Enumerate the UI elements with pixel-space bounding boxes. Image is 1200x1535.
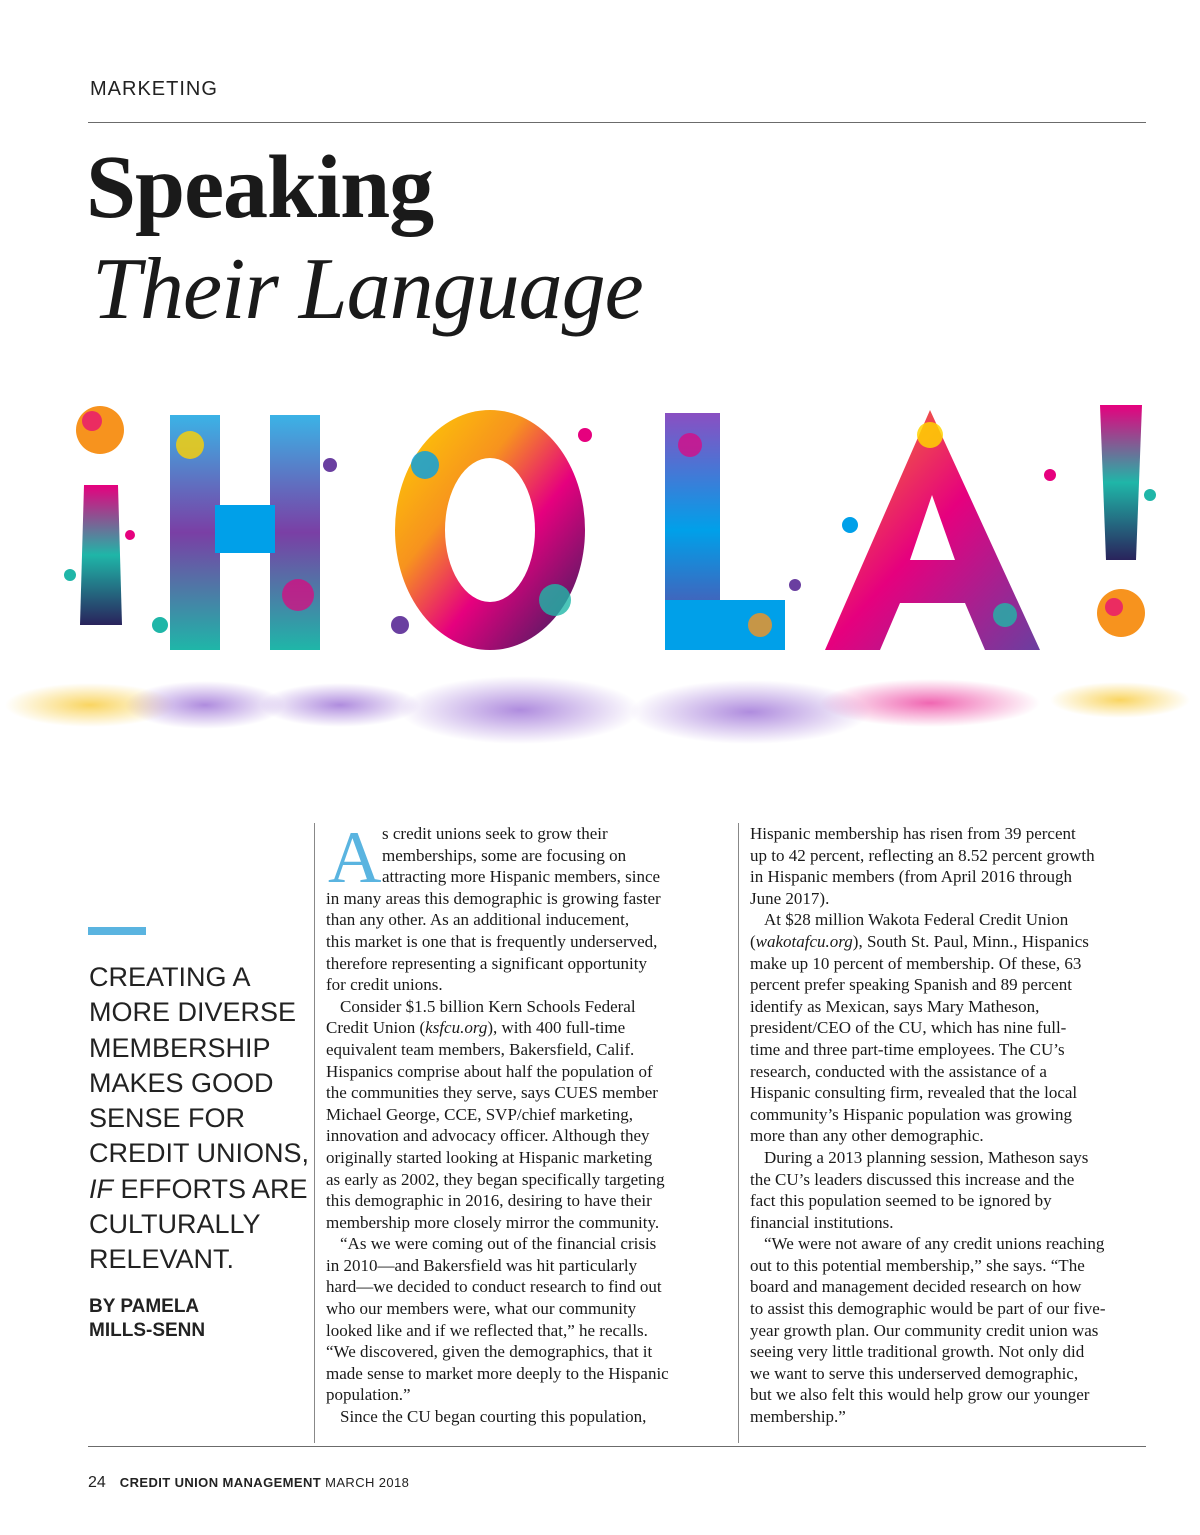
letter-l <box>665 413 801 650</box>
article-line: memberships, some are focusing on <box>382 845 627 865</box>
article-line: the communities they serve, says CUES member <box>326 1083 658 1103</box>
article-line: fact this population seemed to be ignored by <box>750 1191 1052 1211</box>
article-line: the CU’s leaders discussed this increase and the <box>750 1169 1075 1189</box>
article-line: s credit unions seek to grow their <box>382 824 608 843</box>
article-line: this market is one that is frequently underserved, <box>326 931 658 951</box>
article-line: originally started looking at Hispanic marketing <box>326 1147 653 1167</box>
byline-line: MILLS-SENN <box>89 1320 206 1341</box>
article-line: equivalent team members, Bakersfield, Calif. <box>326 1039 635 1059</box>
pullquote-line: CREATING A <box>89 962 251 992</box>
article-line: seeing very little traditional growth. Not only did <box>750 1342 1085 1362</box>
column-divider-left <box>314 823 315 1443</box>
article-line: identify as Mexican, says Mary Matheson, <box>750 996 1040 1016</box>
article-line: for credit unions. <box>326 975 443 995</box>
article-line: but we also felt this would help grow our younger <box>750 1385 1090 1405</box>
article-column-1 <box>326 817 726 1428</box>
article-line: Michael George, CCE, SVP/chief marketing, <box>326 1104 634 1124</box>
article-line: out to this potential membership,” she says. “The <box>750 1255 1085 1275</box>
pullquote-line: MORE DIVERSE <box>89 997 297 1028</box>
article-line: looked like and if we reflected that,” he recalls. <box>326 1320 648 1340</box>
page-number: 24 <box>88 1474 106 1491</box>
article-line: June 2017). <box>750 888 830 908</box>
article-line: made sense to market more deeply to the Hispanic <box>326 1363 669 1383</box>
pullquote-line: MEMBERSHIP <box>89 1032 271 1063</box>
article-line: At $28 million Wakota Federal Credit Union <box>764 910 1069 930</box>
article-line: “We were not aware of any credit unions reaching <box>764 1234 1105 1254</box>
article-line: in 2010—and Bakersfield was hit particularly <box>326 1255 638 1275</box>
article-line: financial institutions. <box>750 1212 894 1232</box>
article-line: make up 10 percent of membership. Of these, 63 <box>750 953 1082 973</box>
pullquote-if-word: IF <box>89 1173 113 1204</box>
article-line: board and management decided research on how <box>750 1277 1082 1297</box>
article-line: Since the CU began courting this population, <box>340 1407 647 1427</box>
article-line: During a 2013 planning session, Matheson says <box>764 1147 1089 1167</box>
publication-name: CREDIT UNION MANAGEMENT <box>119 1475 322 1490</box>
issue-date: MARCH 2018 <box>325 1475 410 1490</box>
pullquote-line: CREDIT UNIONS, <box>89 1138 310 1169</box>
article-line: hard—we decided to conduct research to find out <box>326 1277 662 1297</box>
article-line: time and three part-time employees. The CU’s <box>750 1039 1065 1059</box>
article-line: percent prefer speaking Spanish and 89 percent <box>750 975 1072 995</box>
pullquote-line: SENSE FOR <box>89 1103 246 1134</box>
article-line: president/CEO of the CU, which has nine full- <box>750 1018 1067 1038</box>
drop-cap: A <box>328 817 382 899</box>
article-line: we want to serve this underserved demographic, <box>750 1363 1079 1383</box>
headline-line-2: Their Language <box>92 241 643 338</box>
article-line: in many areas this demographic is growing faster <box>326 888 661 908</box>
article-line: who our members were, what our community <box>326 1299 637 1319</box>
pullquote-line: CULTURALLY <box>89 1209 261 1240</box>
article-line: (wakotafcu.org), South St. Paul, Minn., Hispanics <box>750 931 1089 951</box>
article-line: to assist this demographic would be part of our five- <box>750 1299 1106 1319</box>
inverted-exclamation-letter <box>64 406 135 625</box>
pull-quote <box>89 960 310 1278</box>
bottom-divider <box>88 1446 1146 1447</box>
article-line: than any other. As an additional inducement, <box>326 910 630 930</box>
article-line: population.” <box>326 1385 411 1405</box>
article-line: Credit Union (ksfcu.org), with 400 full-time <box>326 1018 626 1038</box>
article-column-2 <box>750 823 1150 1428</box>
article-line: more than any other demographic. <box>750 1126 984 1146</box>
letter-a <box>825 410 1056 650</box>
hola-hero-illustration <box>0 375 1200 775</box>
section-label: MARKETING <box>90 78 218 100</box>
article-line: membership.” <box>750 1407 846 1427</box>
pullquote-line: RELEVANT. <box>89 1244 235 1275</box>
top-divider <box>88 122 1146 123</box>
letter-o <box>391 410 592 650</box>
article-line: up to 42 percent, reflecting an 8.52 percent growth <box>750 845 1095 865</box>
page-footer <box>88 1474 409 1492</box>
byline <box>89 1295 304 1343</box>
article-line: Hispanic consulting firm, revealed that the local <box>750 1083 1078 1103</box>
pullquote-if-rest: EFFORTS ARE <box>113 1173 308 1204</box>
exclamation-letter <box>1097 405 1156 637</box>
pullquote-line <box>89 1172 308 1207</box>
article-line: this demographic in 2016, desiring to have their <box>326 1191 652 1211</box>
article-line: in Hispanic members (from April 2016 through <box>750 867 1073 887</box>
article-line: Hispanics comprise about half the population of <box>326 1061 653 1081</box>
article-line: as early as 2002, they began specifically targeting <box>326 1169 665 1189</box>
article-line: year growth plan. Our community credit union was <box>750 1320 1099 1340</box>
article-line: community’s Hispanic population was growing <box>750 1104 1073 1124</box>
pullquote-accent-bar <box>88 927 146 935</box>
article-line: therefore representing a significant opportunity <box>326 953 647 973</box>
article-line: “As we were coming out of the financial crisis <box>340 1234 657 1254</box>
article-line: research, conducted with the assistance of a <box>750 1061 1047 1081</box>
pullquote-line: MAKES GOOD <box>89 1067 274 1098</box>
article-line: Consider $1.5 billion Kern Schools Federal <box>340 996 636 1016</box>
article-line: Hispanic membership has risen from 39 percent <box>750 824 1076 843</box>
column-divider-right <box>738 823 739 1443</box>
article-line: attracting more Hispanic members, since <box>382 867 661 887</box>
article-line: membership more closely mirror the community. <box>326 1212 660 1232</box>
article-line: “We discovered, given the demographics, that it <box>326 1342 653 1362</box>
byline-line: BY PAMELA <box>89 1296 200 1317</box>
letter-h <box>152 415 337 650</box>
article-line: innovation and advocacy officer. Although they <box>326 1126 650 1146</box>
headline-line-1: Speaking <box>86 138 434 237</box>
